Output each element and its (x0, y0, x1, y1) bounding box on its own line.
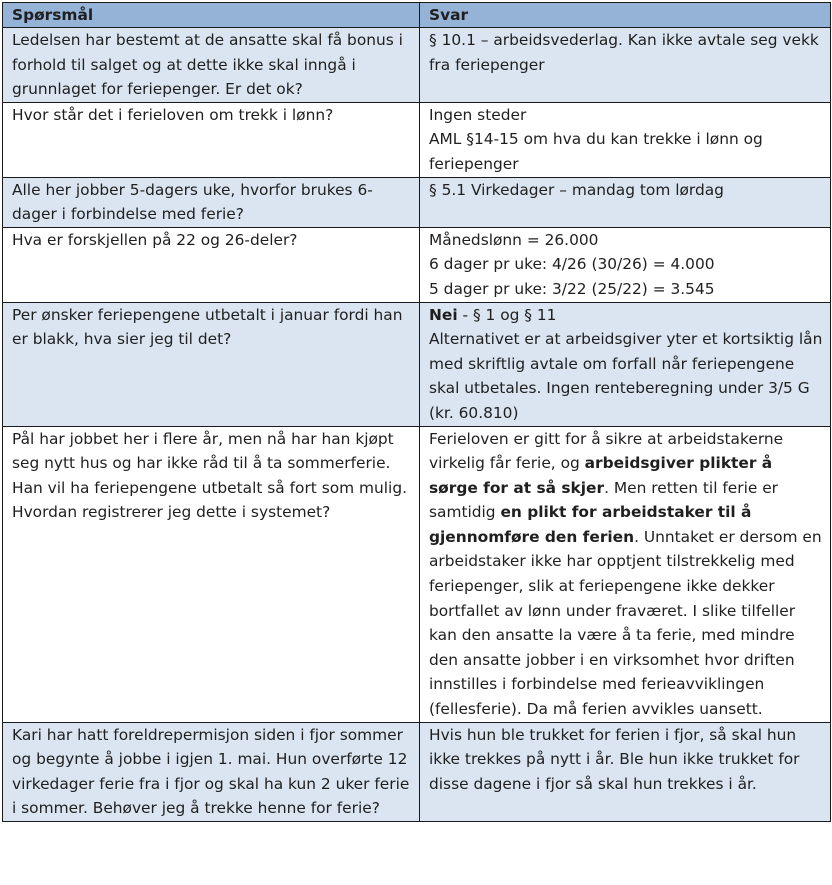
faq-table (2, 2, 831, 822)
table-row (3, 177, 831, 227)
question-cell: Hva er forskjellen på 22 og 26-deler? (3, 227, 420, 302)
question-cell: Ledelsen har bestemt at de ansatte skal få bonus i forhold til salget og at dette ikke skal inngå i grunnlaget for feriepenger. Er det ok? (3, 28, 420, 103)
answer-line: Månedslønn = 26.000 (429, 230, 599, 249)
answer-cell (420, 102, 831, 177)
answer-line: 5 dager pr uke: 3/22 (25/22) = 3.545 (429, 279, 715, 298)
table-row (3, 102, 831, 177)
answer-bold-text: arbeidsgiver plikter å sørge for at så skjer (429, 454, 773, 497)
question-cell: Kari har hatt foreldrepermisjon siden i fjor sommer og begynte å jobbe i igjen 1. mai. Hun overførte 12 virkedager ferie fra i fjor og skal ha kun 2 uker ferie i sommer. Behøver jeg å trekke henne for ferie? (3, 722, 420, 821)
answer-text: . Men retten til ferie er samtidig (429, 478, 779, 522)
question-cell: Per ønsker feriepengene utbetalt i januar fordi han er blakk, hva sier jeg til det? (3, 302, 420, 426)
answer-cell (420, 302, 831, 426)
table-row (3, 426, 831, 722)
answer-cell: § 5.1 Virkedager – mandag tom lørdag (420, 177, 831, 227)
answer-bold-text: en plikt for arbeidstaker til å gjennomføre den ferien (429, 503, 752, 546)
answer-line: Ingen steder (429, 105, 527, 124)
header-row (3, 3, 831, 28)
header-answer: Svar (420, 3, 831, 28)
answer-cell (420, 426, 831, 722)
question-cell: Hvor står det i ferieloven om trekk i lønn? (3, 102, 420, 177)
answer-line: AML §14-15 om hva du kan trekke i lønn og feriepenger (429, 130, 763, 173)
answer-text: Ferieloven er gitt for å sikre at arbeidstakerne virkelig får ferie, og (429, 429, 784, 473)
answer-line (429, 303, 824, 328)
table-row (3, 28, 831, 103)
answer-bold-text: Nei (429, 305, 458, 324)
answer-cell (420, 227, 831, 302)
table-row (3, 722, 831, 821)
question-cell: Pål har jobbet her i flere år, men nå har han kjøpt seg nytt hus og har ikke råd til å ta sommerferie. Han vil ha feriepengene utbetalt så fort som mulig. Hvordan registrerer jeg dette i systemet? (3, 426, 420, 722)
answer-line: 6 dager pr uke: 4/26 (30/26) = 4.000 (429, 255, 715, 274)
answer-line: Alternativet er at arbeidsgiver yter et kortsiktig lån med skriftlig avtale om forfall når feriepengene skal utbetales. Ingen renteberegning under 3/5 G (kr. 60.810) (429, 330, 823, 422)
answer-cell: § 10.1 – arbeidsvederlag. Kan ikke avtale seg vekk fra feriepenger (420, 28, 831, 103)
answer-text: . Unntaket er dersom en arbeidstaker ikke har opptjent tilstrekkelig med feriepenger, slik at feriepengene ikke dekker bortfallet av lønn under fraværet. I slike tilfeller kan den ansatte la være å ta ferie, med mindre den ansatte jobber i en virksomhet hvor driften innstilles i forbindelse med ferieavviklingen (fellesferie). Da må ferien avvikles uansett. (429, 527, 822, 719)
question-cell: Alle her jobber 5-dagers uke, hvorfor brukes 6-dager i forbindelse med ferie? (3, 177, 420, 227)
answer-text: - § 1 og § 11 (457, 305, 557, 324)
header-question: Spørsmål (3, 3, 420, 28)
table-row (3, 227, 831, 302)
table-row (3, 302, 831, 426)
answer-cell: Hvis hun ble trukket for ferien i fjor, så skal hun ikke trekkes på nytt i år. Ble hun ikke trukket for disse dagene i fjor så skal hun trekkes i år. (420, 722, 831, 821)
